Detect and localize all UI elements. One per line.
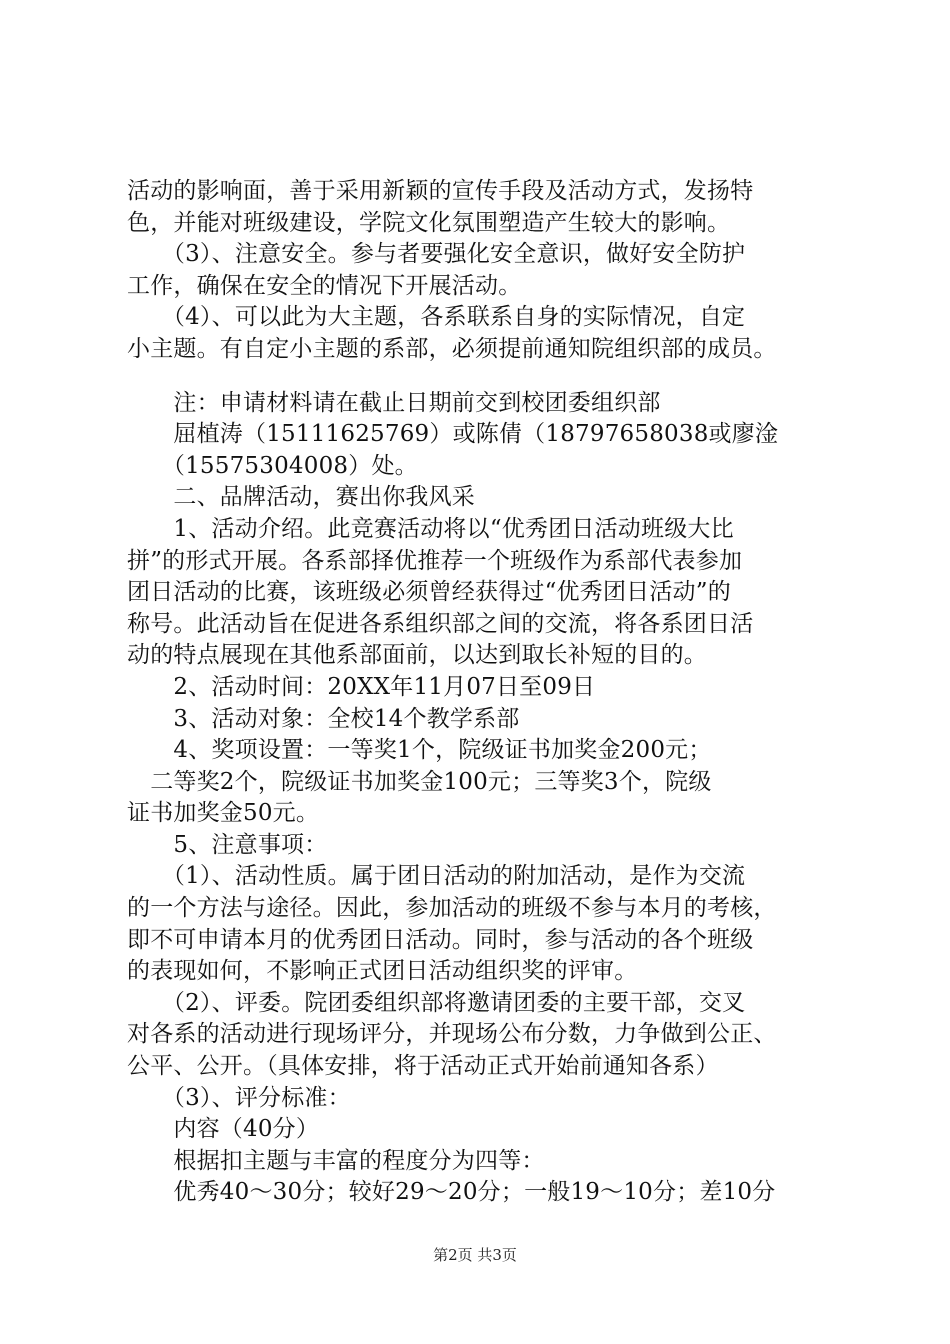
text-line: （4）、可以此为大主题，各系联系自身的实际情况，自定 (127, 304, 746, 331)
note-line: 屈植涛（15111625769）或陈倩（18797658038或廖淦 (127, 421, 779, 448)
paragraph-gap (127, 366, 837, 388)
note-line: 注：申请材料请在截止日期前交到校团委组织部 (127, 389, 661, 416)
text-line: 团日活动的比赛，该班级必须曾经获得过“优秀团日活动”的 (127, 579, 731, 606)
text-line: 1、活动介绍。此竞赛活动将以“优秀团日活动班级大比 (127, 515, 734, 542)
text-line: （1）、活动性质。属于团日活动的附加活动，是作为交流 (127, 863, 746, 890)
text-line: 活动的影响面，善于采用新颖的宣传手段及活动方式，发扬特 (127, 178, 754, 204)
note-line: （15575304008）处。 (127, 452, 418, 479)
text-line: 工作，确保在安全的情况下开展活动。 (127, 272, 522, 299)
text-line: 3、活动对象：全校14个教学系部 (127, 705, 520, 732)
text-line: （3）、评分标准： (127, 1084, 351, 1111)
text-line: （3）、注意安全。参与者要强化安全意识，做好安全防护 (127, 241, 746, 268)
text-line: 的表现如何，不影响正式团日活动组织奖的评审。 (127, 958, 638, 985)
text-line: 小主题。有自定小主题的系部，必须提前通知院组织部的成员。 (127, 335, 777, 362)
text-line: 称号。此活动旨在促进各系组织部之间的交流，将各系团日活 (127, 610, 754, 637)
text-line: 2、活动时间：20XX年11月07日至09日 (127, 673, 596, 700)
text-line: 动的特点展现在其他系部面前，以达到取长补短的目的。 (127, 642, 707, 669)
text-line: 内容（40分） (127, 1116, 320, 1143)
text-line: 4、奖项设置：一等奖1个，院级证书加奖金200元； (127, 737, 712, 764)
text-line: 即不可申请本月的优秀团日活动。同时，参与活动的各个班级 (127, 926, 754, 953)
text-line: 对各系的活动进行现场评分，并现场公布分数，力争做到公正、 (127, 1021, 777, 1048)
text-line: 公平、公开。（具体安排，将于活动正式开始前通知各系） (127, 1053, 719, 1080)
section-heading: 二、品牌活动，赛出你我风采 (127, 484, 475, 511)
document-body (127, 176, 837, 1209)
text-line: 根据扣主题与丰富的程度分为四等： (127, 1147, 545, 1174)
text-line: 证书加奖金50元。 (127, 800, 320, 827)
text-line: 优秀40～30分；较好29～20分；一般19～10分；差10分 (127, 1179, 776, 1206)
text-line: 的一个方法与途径。因此，参加活动的班级不参与本月的考核， (127, 895, 777, 922)
text-line: 5、注意事项： (127, 831, 328, 858)
page-number: 第2页 共3页 (433, 1246, 517, 1264)
text-line: 拼”的形式开展。各系部择优推荐一个班级作为系部代表参加 (127, 547, 743, 574)
text-line: 二等奖2个，院级证书加奖金100元；三等奖3个，院级 (127, 768, 712, 795)
text-line: （2）、评委。院团委组织部将邀请团委的主要干部，交叉 (127, 989, 746, 1016)
text-line: 色，并能对班级建设，学院文化氛围塑造产生较大的影响。 (127, 209, 731, 236)
